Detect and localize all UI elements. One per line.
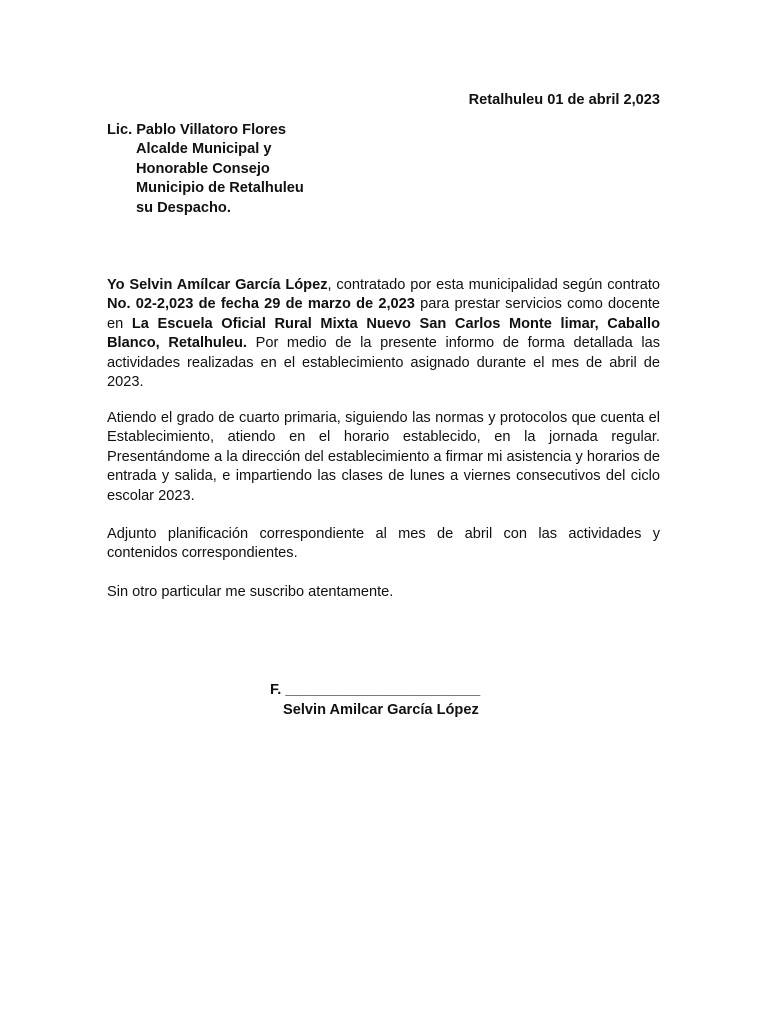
school-name: La Escuela Oficial Rural Mixta Nuevo San Carlos Monte limar, Caballo Blanco, Retalhuleu. bbox=[107, 315, 660, 352]
intro-text-a: , contratado por esta municipalidad según contrato bbox=[327, 277, 660, 293]
contract-reference: No. 02-2,023 de fecha 29 de marzo de 2,023 bbox=[107, 296, 415, 313]
letter-page bbox=[107, 0, 660, 1024]
paragraph-introduction bbox=[107, 276, 660, 392]
recipient-council: Honorable Consejo bbox=[136, 160, 270, 177]
recipient-office: su Despacho. bbox=[136, 199, 231, 216]
recipient-name: Lic. Pablo Villatoro Flores bbox=[107, 122, 286, 138]
sender-name: Yo Selvin Amílcar García López bbox=[107, 277, 328, 293]
intro-text-c: Por medio de la presente informo de forma detallada las actividades realizadas en el establecimiento asignado durante el mes de abril de 2023. bbox=[107, 335, 661, 391]
paragraph-activities: Atiendo el grado de cuarto primaria, siguiendo las normas y protocolos que cuenta el Establecimiento, atiendo en el horario establecido, en la jornada regular. Presentándome a la dirección del establecimiento a firmar mi asistencia y horarios de entrada y salida, e impartiendo las clases de lunes a viernes consecutivos del ciclo escolar 2023. bbox=[107, 410, 660, 504]
date-line: Retalhuleu 01 de abril 2,023 bbox=[468, 92, 660, 108]
recipient-municipality: Municipio de Retalhuleu bbox=[136, 180, 304, 197]
recipient-title: Alcalde Municipal y bbox=[136, 141, 272, 158]
paragraph-attachment: Adjunto planificación correspondiente al mes de abril con las actividades y contenidos correspondientes. bbox=[107, 526, 660, 562]
recipient-block bbox=[107, 121, 304, 218]
paragraph-closing: Sin otro particular me suscribo atentamente. bbox=[107, 584, 394, 600]
intro-text-b: para prestar servicios como docente en bbox=[107, 296, 660, 332]
signature-line: F. ________________________ bbox=[270, 682, 481, 698]
signature-name: Selvin Amilcar García López bbox=[283, 702, 479, 718]
